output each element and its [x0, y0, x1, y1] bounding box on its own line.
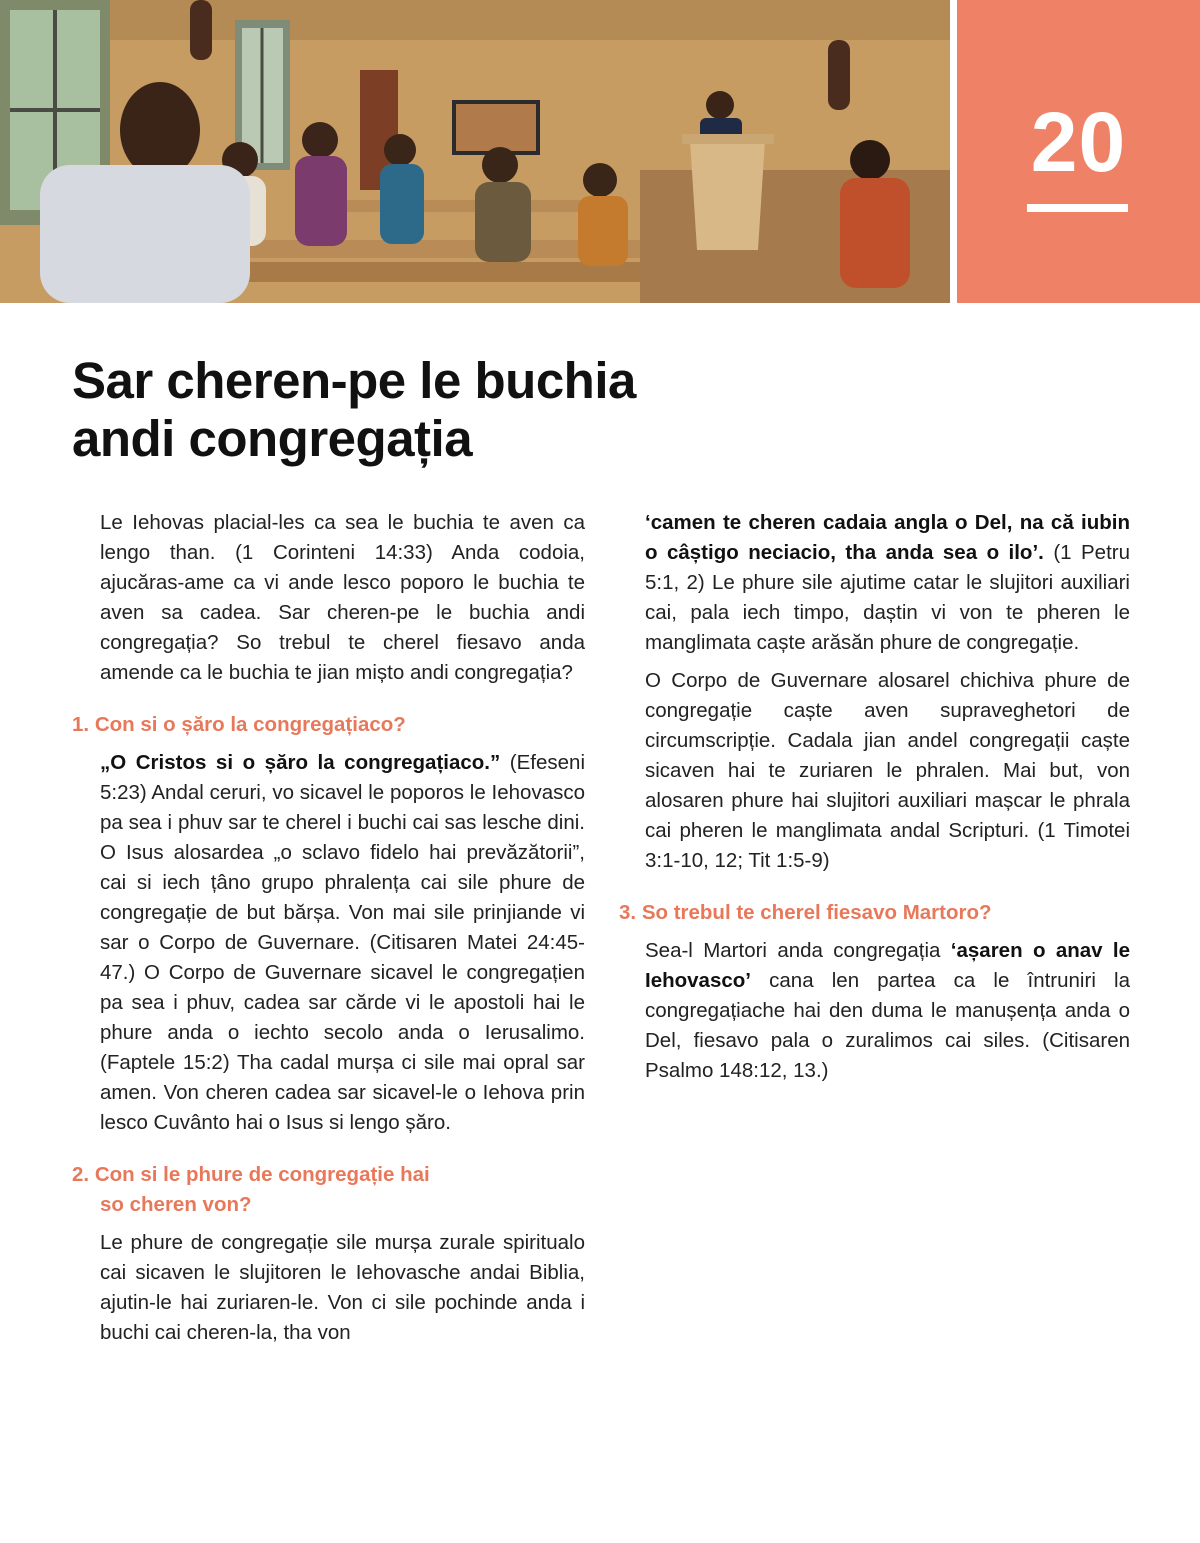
question-2-line-2: so cheren von? [100, 1193, 252, 1216]
answer-1-bold-lead: „O Cristos si o șăro la congregațiaco.” [100, 751, 501, 774]
chapter-number: 20 [1030, 95, 1127, 189]
hero-photo [0, 0, 950, 303]
title-line-2: andi congregația [72, 410, 473, 467]
answer-3-bold-quote: ‘așaren o anav le Iehovasco’ [645, 939, 1130, 992]
question-1-text: Con si o șăro la congregațiaco? [94, 713, 406, 736]
question-3-text: So trebul te cherel fiesavo Martoro? [641, 901, 992, 924]
right-column [619, 508, 1130, 1094]
question-3-number: 3. [619, 901, 637, 924]
left-column [72, 508, 585, 1356]
question-2-line-1: Con si le phure de congregație hai [94, 1163, 430, 1186]
answer-2-paragraph-2: O Corpo de Guvernare alosarel chichiva phure de congregație caște aven supraveghetori de circumscripție. Cadala jian andel congregații caște sicaven hai te zuriaren le phralen. Mai but, von alosaren phure hai slujitori auxiliari mașcar le phrala cai pheren le manglimata andal Scripturi. (1 Timotei 3:1-10, 12; Tit 1:5-9) [645, 669, 1130, 872]
title-line-1: Sar cheren-pe le buchia [72, 352, 636, 409]
question-2-number: 2. [72, 1163, 90, 1186]
question-1-heading [72, 710, 585, 740]
answer-2-text-continued: (1 Petru 5:1, 2) Le phure sile ajutime catar le slujitori auxiliari cai, pala iech timpo, daștin vi von te pheren le manglimata caște arăsăn phure de congregație. [645, 541, 1130, 654]
chapter-underline [1027, 204, 1128, 212]
question-1-number: 1. [72, 713, 90, 736]
answer-3-text-before: Sea-l Martori anda congregația [645, 939, 951, 962]
answer-3-text-after: cana len partea ca le întruniri la congregațiache hai den duma le manușența anda o Del, fiesavo pala o zuralimos cai siles. (Citisaren Psalmo 148:12, 13.) [645, 969, 1130, 1082]
answer-1-paragraph [100, 748, 585, 1138]
congregation-meeting-illustration [0, 0, 950, 303]
question-3-heading [619, 898, 1130, 928]
page-title [72, 352, 772, 468]
answer-2-paragraph-start: Le phure de congregație sile murșa zurale spiritualo cai sicaven le slujitoren le Iehovasche andai Biblia, ajutin-le hai zuriaren-le. Von ci sile pochinde anda i buchi cai cheren-la, tha von [100, 1231, 585, 1344]
answer-2-bold-quote: ‘camen te cheren cadaia angla o Del, na că iubin o câștigo neciacio, tha anda sea o ilo’. [645, 511, 1130, 564]
answer-3-paragraph [645, 936, 1130, 1086]
question-2-heading [72, 1160, 585, 1220]
chapter-badge [957, 0, 1200, 303]
answer-2-paragraph-continued [645, 508, 1130, 658]
intro-paragraph: Le Iehovas placial-les ca sea le buchia te aven ca lengo than. (1 Corinteni 14:33) Anda codoia, ajucăras-ame ca vi ande lesco poporo le buchia te aven sa cadea. Sar cheren-pe le buchia andi congregația? So trebul te cherel fiesavo anda amende ca le buchia te jian mișto andi congregația? [100, 511, 585, 684]
answer-1-text: (Efeseni 5:23) Andal ceruri, vo sicavel le poporos le Iehovasco pa sea i phuv sar te cherel i buchi cai sas lesche dini. O Isus alosardea „o sclavo fidelo hai prevăzătorii”, cai si iech țâno grupo phralența cai sile phure de congregație de but bărșa. Von mai sile prinjiande vi sar o Corpo de Guvernare. (Citisaren Matei 24:45-47.) O Corpo de Guvernare sicavel le congregațien pa sea i phuv, cadea sar cărde vi le apostoli hai le phure anda o iechto secolo anda o Ierusalimo. (Faptele 15:2) Tha cadal murșa ci sile mai opral sar amen. Von cheren cadea sar sicavel-le o Iehova prin lesco Cuvânto hai o Isus si lengo șăro. [100, 751, 585, 1134]
